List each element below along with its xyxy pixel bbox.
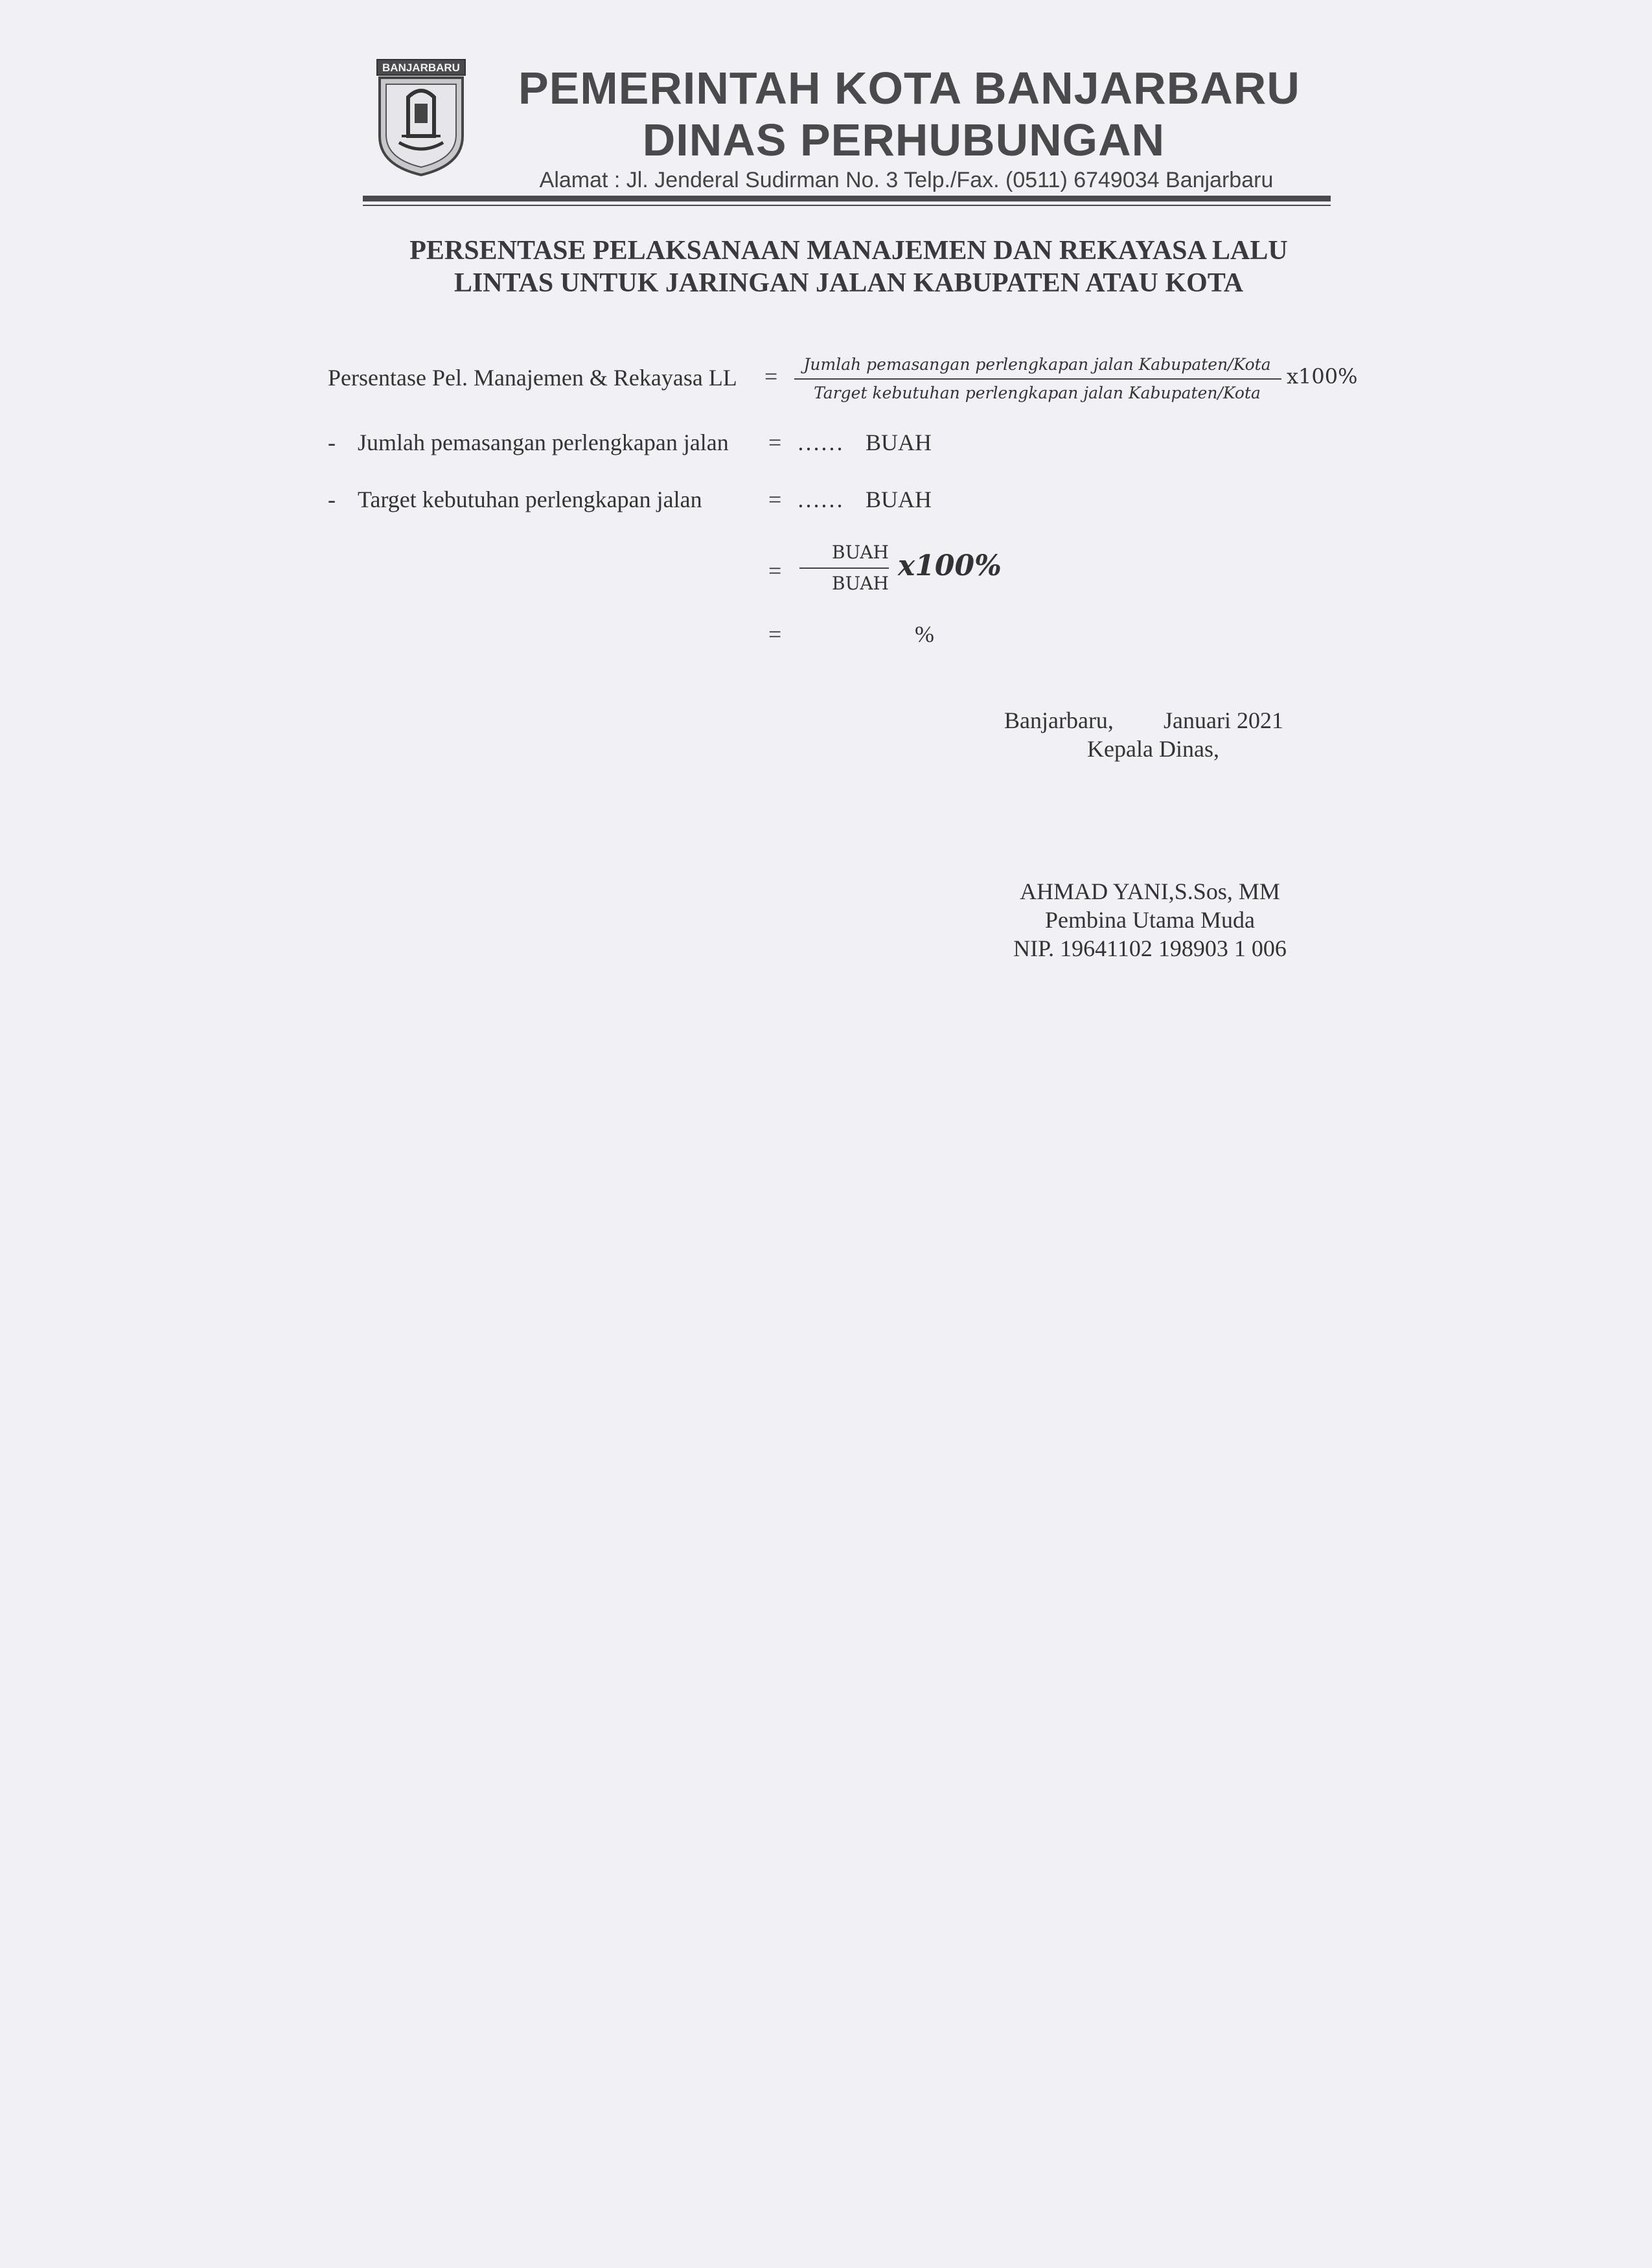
signature-place: Banjarbaru,	[1004, 707, 1114, 733]
logo-label: BANJARBARU	[382, 62, 460, 74]
formula-label: Persentase Pel. Manajemen & Rekayasa LL	[328, 365, 737, 391]
letterhead-title: PEMERINTAH KOTA BANJARBARU	[518, 63, 1300, 113]
row-unit: BUAH	[866, 487, 932, 512]
result-percent: %	[915, 621, 934, 647]
row-value-target: ……	[797, 487, 843, 512]
city-emblem-logo	[376, 58, 466, 176]
row-bullet: -	[328, 487, 336, 512]
row-equals: =	[768, 487, 782, 512]
document-title	[324, 235, 1373, 299]
row-value-jumlah: ……	[797, 430, 843, 455]
formula-equals: =	[764, 363, 778, 389]
row-label-target: Target kebutuhan perlengkapan jalan	[358, 487, 702, 512]
row-label-jumlah: Jumlah pemasangan perlengkapan jalan	[358, 430, 729, 455]
formula-numerator: Jumlah pemasangan perlengkapan jalan Kabupaten/Kota	[803, 355, 1271, 374]
signature-position: Kepala Dinas,	[1087, 736, 1219, 762]
signatory-nip: NIP. 19641102 198903 1 006	[1013, 935, 1287, 961]
calc-equals: =	[768, 558, 782, 584]
letterhead-subtitle: DINAS PERHUBUNGAN	[642, 115, 1165, 165]
document-title-line1: PERSENTASE PELAKSANAAN MANAJEMEN DAN REKAYASA LALU	[409, 236, 1288, 266]
calc-numerator: BUAH	[832, 542, 889, 563]
calc-multiplier: x100%	[898, 549, 1002, 582]
document-title-line2: LINTAS UNTUK JARINGAN JALAN KABUPATEN ATAU KOTA	[453, 268, 1244, 298]
calc-denominator: BUAH	[832, 573, 889, 594]
row-unit: BUAH	[866, 430, 932, 455]
letterhead-address: Alamat : Jl. Jenderal Sudirman No. 3 Telp./Fax. (0511) 6749034 Banjarbaru	[539, 168, 1274, 192]
formula-denominator: Target kebutuhan perlengkapan jalan Kabupaten/Kota	[814, 384, 1261, 402]
signatory-rank: Pembina Utama Muda	[1045, 907, 1255, 933]
letterhead-divider-thin	[363, 205, 1331, 206]
signatory-name: AHMAD YANI,S.Sos, MM	[1020, 878, 1280, 904]
formula-multiplier: x100%	[1287, 364, 1358, 389]
signature-date: Januari 2021	[1164, 707, 1283, 733]
result-equals: =	[768, 621, 782, 647]
row-equals: =	[768, 430, 782, 455]
calc-fraction-line	[799, 567, 889, 569]
formula-fraction-line	[794, 378, 1281, 380]
row-bullet: -	[328, 430, 336, 455]
letterhead-divider-thick	[363, 196, 1331, 201]
